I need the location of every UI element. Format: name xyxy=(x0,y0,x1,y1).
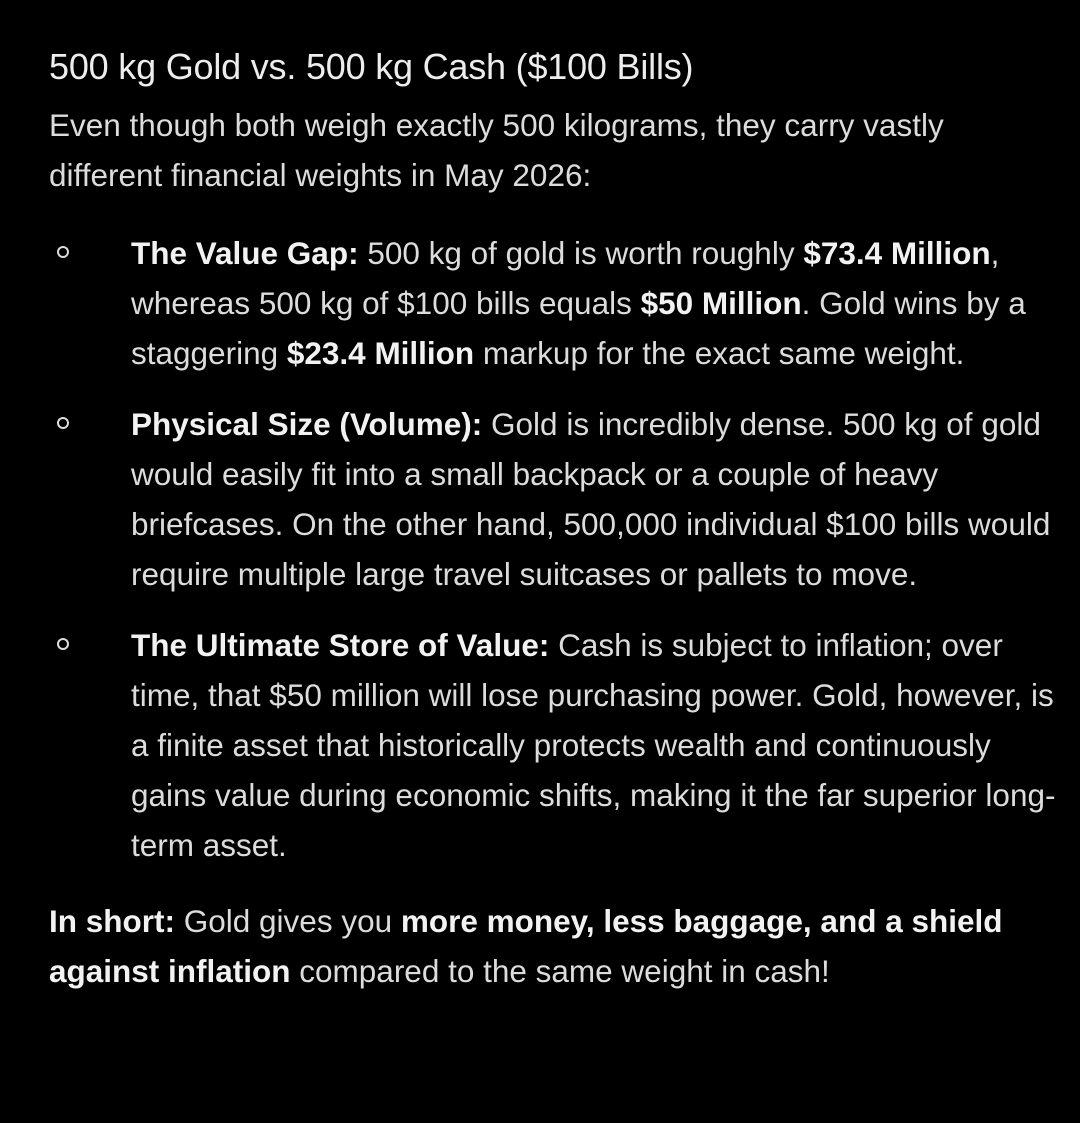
item-text: . Gold wins by a staggering xyxy=(131,285,1026,371)
item-text: 500 kg of gold is worth roughly xyxy=(358,235,804,271)
item-label: The Value Gap: xyxy=(131,235,359,271)
item-text: Gold is incredibly dense. 500 kg of gold would easily fit into a small backpack or a couple of heavy briefcases. On the other hand, 500,000 individual $100 bills would require multiple large travel suitcases or pallets to move. xyxy=(131,406,1051,592)
summary-label: In short: xyxy=(49,903,175,939)
summary-paragraph xyxy=(49,896,1059,996)
intro-paragraph: Even though both weigh exactly 500 kilograms, they carry vastly different financial weights in May 2026: xyxy=(49,107,944,193)
hollow-bullet-icon xyxy=(57,638,69,650)
item-text: markup for the exact same weight. xyxy=(474,335,965,371)
item-emphasis: $23.4 Million xyxy=(286,335,475,371)
list-item xyxy=(49,620,1059,870)
list-item xyxy=(49,228,1059,378)
item-label: The Ultimate Store of Value: xyxy=(131,627,550,663)
item-emphasis: $73.4 Million xyxy=(803,235,991,271)
response-content xyxy=(49,42,1059,996)
bullet-list xyxy=(49,228,1059,870)
item-emphasis: $50 Million xyxy=(640,285,802,321)
hollow-bullet-icon xyxy=(57,246,69,258)
item-label: Physical Size (Volume): xyxy=(131,406,483,442)
heading: 500 kg Gold vs. 500 kg Cash ($100 Bills) xyxy=(49,46,694,87)
hollow-bullet-icon xyxy=(57,417,69,429)
summary-text: Gold gives you xyxy=(175,903,401,939)
item-text: Cash is subject to inflation; over time, that $50 million will lose purchasing power. Gold, however, is a finite asset that historically protects wealth and continuously gains value during economic shifts, making it the far superior long-term asset. xyxy=(131,627,1056,863)
summary-text: compared to the same weight in cash! xyxy=(290,953,830,989)
item-text: , whereas 500 kg of $100 bills equals xyxy=(131,235,1000,321)
summary-emphasis: more money, less baggage, and a shield against inflation xyxy=(49,903,1003,989)
list-item xyxy=(49,399,1059,599)
